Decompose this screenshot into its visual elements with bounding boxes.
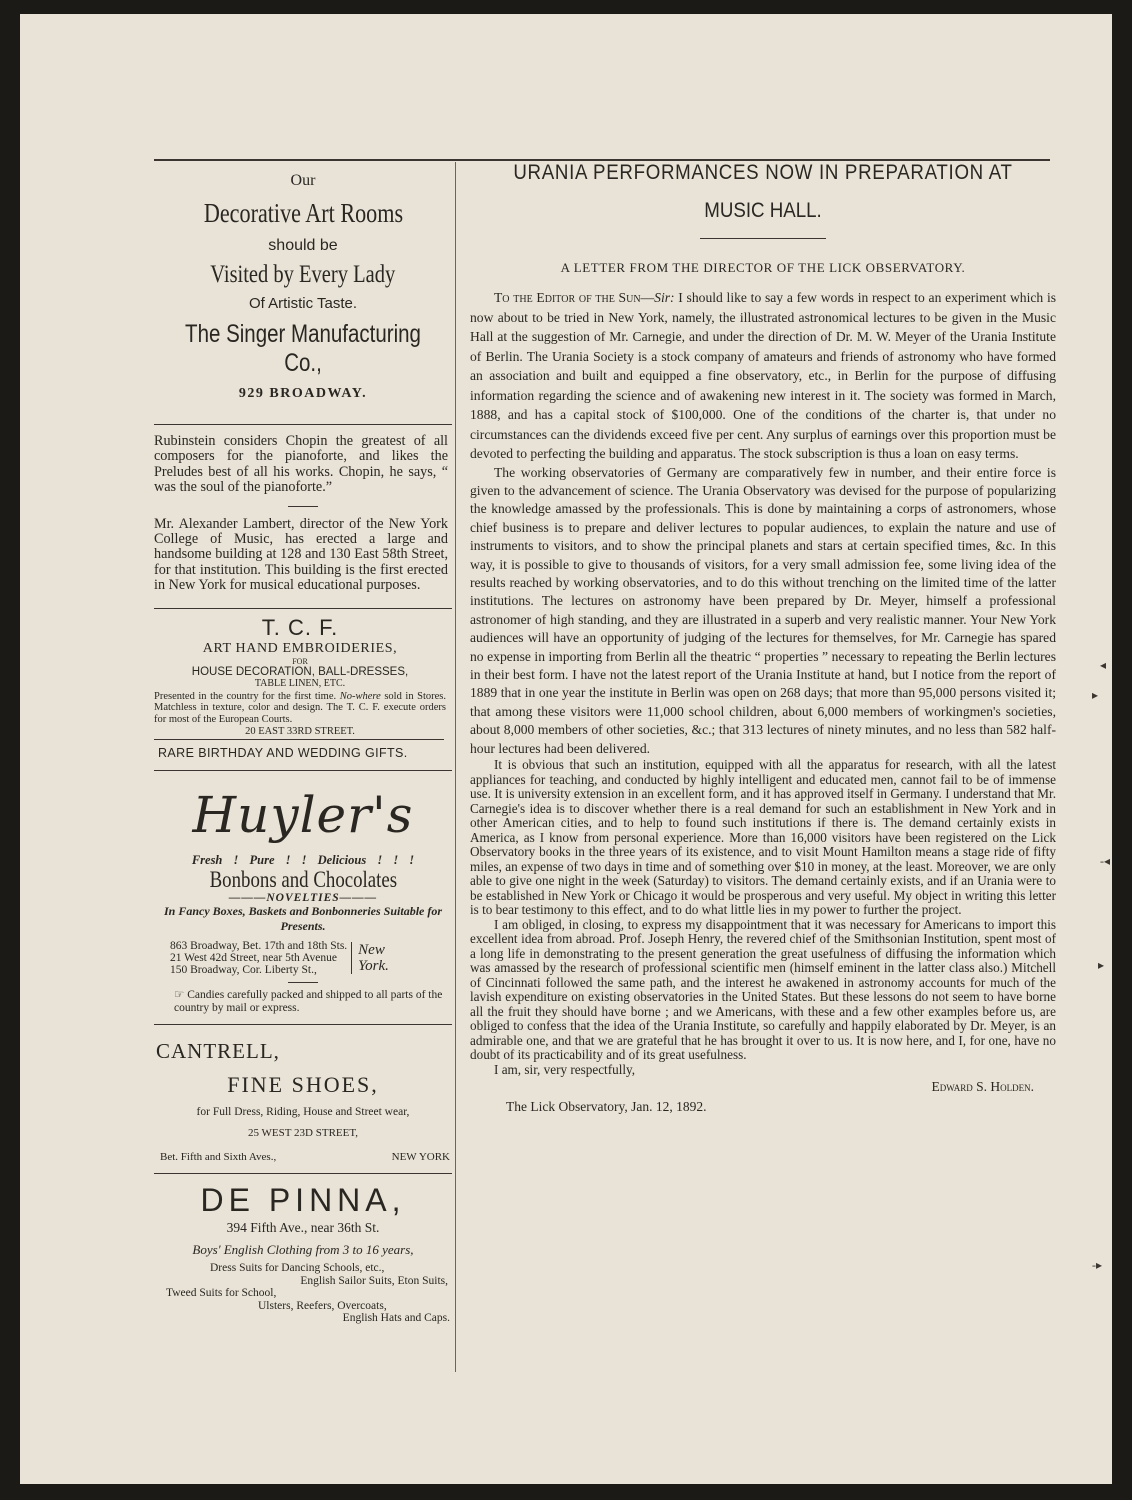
dateline: The Lick Observatory, Jan. 12, 1892. <box>506 1099 707 1114</box>
closing: I am, sir, very respectfully, <box>494 1061 636 1077</box>
paragraph-2: The working observatories of Germany are comparatively few in number, and their entire force is given to the advancement of science. The Urania Observatory was devised for the purpose of popularizing the knowledge amassed by the professionals. This is done by maintaining a corps of astronomers, whose chief business is to prepare and deliver lectures to popular audiences, to explain the nature and use of instruments to visitors, and to show the principal planets and stars at certain specified times, &c. In this way, it is possible to give to thousands of visitors, for a very small admission fee, some living idea of the results reached by working observatories, and to do this without trenching on the limited time of the latter institutions. The lectures on astronomy have been prepared by Dr. Meyer, himself a professional astronomer of high standing, and they are illustrated in a superb and very realistic manner. Your New York audiences will have an opportunity of judging of the lectures for themselves, for Mr. Carnegie has spared no expense in importing from Berlin all the theatric “ properties ” necessary to repeating the Berlin lectures in their best form. I have not the latest report of the Urania Institute at hand, but I notice from the report of 1889 that in one year the institute in Berlin was open on 268 days; that more than 95,000 persons visited it; that among these visitors were 11,000 school children, about 6,000 members of workingmen's societies, about 8,000 members of other societies, &c.; that 313 lectures of ninety minutes, and no less than 582 half-hour lectures had been delivered. <box>470 464 1056 756</box>
edge-mark: ‑◂ <box>1100 854 1111 868</box>
cantrell-name: CANTRELL, <box>156 1039 280 1064</box>
edge-mark: ‑▸ <box>1092 1258 1103 1272</box>
divider <box>154 424 452 425</box>
ad-singer-address: 929 BROADWAY. <box>238 386 368 401</box>
ad-singer <box>154 172 452 402</box>
ad-singer-visited: Visited by Every Lady <box>210 261 396 288</box>
cantrell-footer <box>154 1151 452 1163</box>
ad-cantrell <box>154 1039 452 1163</box>
salutation: To the Editor of the Sun— <box>494 290 655 305</box>
paragraph-1: To the Editor of the Sun—Sir: I should like to say a few words in respect to an experiment which is now about to be tried in New York, namely, the illustrated astronomical lectures to be given in the Music Hall at the suggestion of Mr. Carnegie, and under the direction of Dr. M. W. Meyer of the Urania Institute of Berlin. The Urania Society is a stock company of amateurs and friends of astronomy who have formed an association and built and equipped a fine observatory, etc., in Berlin for the purpose of diffusing information regarding the science and of awakening new interest in it. The society was formed in March, 1888, and has a capital stock of $100,000. One of the conditions of the charter is, that under no circumstances can the dividends exceed five per cent. Any surplus of earnings over this proportion must be devoted to perfecting the building and apparatus. The stock subscription is thus a loan on easy terms. <box>470 290 1057 461</box>
depinna-address: 394 Fifth Ave., near 36th St. <box>226 1220 380 1236</box>
ad-huyler <box>154 785 452 1014</box>
cantrell-line1: for Full Dress, Riding, House and Street wear, <box>196 1106 410 1119</box>
ad-tcf-for: FOR <box>292 656 308 666</box>
article-letter <box>470 288 1056 1115</box>
short-divider <box>288 506 318 507</box>
divider <box>154 739 444 740</box>
depinna-line1: Boys' English Clothing from 3 to 16 years, <box>192 1242 414 1258</box>
ad-tcf-gifts: RARE BIRTHDAY AND WEDDING GIFTS. <box>158 746 408 761</box>
edge-mark: ▸ <box>1092 688 1099 702</box>
ad-tcf <box>154 615 452 738</box>
divider <box>154 770 452 771</box>
divider <box>154 1173 452 1174</box>
ad-singer-company: The Singer Manufacturing Co., <box>185 320 421 377</box>
huyler-line1: In Fancy Boxes, Baskets and Bonbonneries Suitable for Presents. <box>163 904 443 934</box>
huyler-addr2: 21 West 42d Street, near 5th Avenue <box>170 952 337 965</box>
article-subhead: A LETTER FROM THE DIRECTOR OF THE LICK OBSERVATORY. <box>560 260 966 275</box>
signature: Edward S. Holden. <box>931 1079 1034 1094</box>
depinna-line4: Tweed Suits for School, <box>166 1287 277 1300</box>
ad-singer-decorative: Decorative Art Rooms <box>203 198 403 228</box>
cantrell-product: FINE SHOES, <box>227 1072 379 1098</box>
depinna-line6: English Hats and Caps. <box>342 1312 450 1325</box>
note-rubinstein: Rubinstein considers Chopin the greatest of all composers for the pianoforte, and likes the Preludes best of all his works. Chopin, he says, “ was the soul of the pianoforte.” <box>154 433 448 496</box>
depinna-name: DE PINNA, <box>200 1182 406 1219</box>
ad-tcf-body: Presented in the country for the first time. No-where sold in Stores. Matchless in texture, color and design. The T. C. F. execute orders for most of the European Courts. <box>154 690 447 725</box>
note-lambert: Mr. Alexander Lambert, director of the New York College of Music, has erected a large and handsome building at 128 and 130 East 58th Street, for that institution. This building is the first erected in New York for musical educational purposes. <box>154 515 448 594</box>
huyler-city: New York. <box>351 942 414 974</box>
depinna-line5: Ulsters, Reefers, Overcoats, <box>258 1299 387 1312</box>
article-headline-2: MUSIC HALL. <box>704 198 822 222</box>
huyler-shipping: ☞ Candies carefully packed and shipped to all parts of the country by mail or express. <box>174 989 443 1014</box>
ad-singer-our: Our <box>290 172 316 189</box>
ad-singer-should: should be <box>268 237 338 254</box>
depinna-details <box>154 1262 452 1325</box>
huyler-addr1: 863 Broadway, Bet. 17th and 18th Sts. <box>170 940 348 953</box>
ad-tcf-address: 20 EAST 33RD STREET. <box>245 726 355 738</box>
right-column <box>470 160 1056 1115</box>
divider <box>154 608 452 609</box>
ad-tcf-line4: TABLE LINEN, ETC. <box>254 677 346 689</box>
huyler-logo: Huyler's <box>192 786 414 845</box>
headline-rule <box>700 238 826 239</box>
cantrell-city: NEW YORK <box>391 1151 450 1164</box>
article-headline-1: URANIA PERFORMANCES NOW IN PREPARATION AT <box>513 160 1013 184</box>
column-divider <box>455 162 456 1372</box>
short-divider <box>288 982 318 983</box>
ad-tcf-title: T. C. F. <box>261 614 339 640</box>
divider <box>154 1024 452 1025</box>
depinna-line3: English Sailor Suits, Eton Suits, <box>300 1274 448 1287</box>
huyler-tagline: Fresh ! Pure ! ! Delicious ! ! ! <box>191 853 415 868</box>
ad-tcf-line3: HOUSE DECORATION, BALL-DRESSES, <box>191 665 409 678</box>
depinna-line2: Dress Suits for Dancing Schools, etc., <box>210 1262 385 1275</box>
paragraph-4: I am obliged, in closing, to express my disappointment that it was necessary for Americans to import this excellent idea from abroad. Prof. Joseph Henry, the revered chief of the Smithsonian Institution, spent most of a long life in demonstrating to the present generation the great usefulness of diffusing the information which was amassed by the research of professional scientific men (himself eminent in the latter class also.) Mitchell of Cincinnati followed the same path, and the interest he awakened in astronomy accounts for much of the lavish expenditure on existing observatories in the United States. But these lessons do not seem to have borne all the fruit they should have borne ; and we Americans, with these and a few other examples before us, are obliged to confess that the idea of the Urania Institute, so carefully and happily elaborated by Dr. Meyer, is an admirable one, and that we are grateful that he has brought it over to us. It is now here, and I, for one, have no doubt of its practicability and of its great usefulness. <box>470 916 1056 1062</box>
salutation-sir: Sir: <box>654 290 675 305</box>
cantrell-address: 25 WEST 23D STREET, <box>248 1127 358 1140</box>
pointing-hand-icon: ☞ <box>174 989 185 1002</box>
huyler-addr3: 150 Broadway, Cor. Liberty St., <box>170 964 317 977</box>
cantrell-between: Bet. Fifth and Sixth Aves., <box>160 1151 277 1164</box>
ad-tcf-line1: ART HAND EMBROIDERIES, <box>202 640 398 656</box>
huyler-novelties: ———NOVELTIES——— <box>228 892 378 905</box>
huyler-addresses <box>154 940 452 976</box>
left-column <box>154 168 452 1325</box>
paragraph-3: It is obvious that such an institution, equipped with all the apparatus for research, with all the latest appliances for teaching, and conducted by highly intelligent and educated men, cannot fail to be of immense use. It is university extension in an excellent form, and it has approved itself in Germany. I understand that Mr. Carnegie's idea is to discover whether there is a real demand for such an establishment in New York and in other American cities, and to help to found such institutions if there is. The demand certainly exists in America, as I know from personal experience. More than 16,000 visitors have been registered on the Lick Observatory books in the three years of its existence, and to visit Mount Hamilton means a stage ride of fifty miles, an expense of two days in time and of something over $10 in money, at the least. Moreover, we are only able to give one night in the week (Saturday) to visitors. The demand certainly exists, and if an Urania were to be established in New York or Chicago it would be prosperous and very useful. My object in writing this letter is to bear testimony to this effect, and to do what little lies in my power to further the project. <box>470 757 1056 917</box>
edge-mark: ◂ <box>1100 658 1107 672</box>
ad-depinna <box>154 1182 452 1325</box>
ad-singer-artistic: Of Artistic Taste. <box>248 295 358 312</box>
edge-mark: ▸ <box>1098 958 1105 972</box>
huyler-headline: Bonbons and Chocolates <box>209 867 397 893</box>
